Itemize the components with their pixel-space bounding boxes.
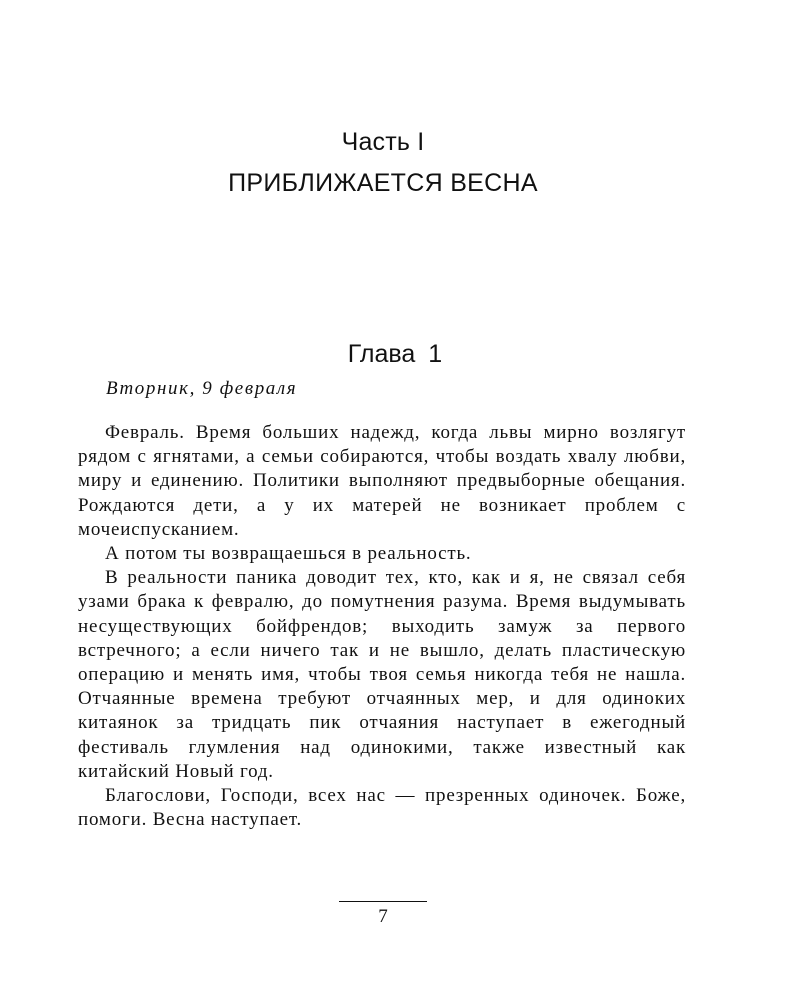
page-number: 7 bbox=[378, 906, 388, 927]
part-label: Часть I bbox=[341, 128, 425, 156]
part-title: ПРИБЛИЖАЕТСЯ ВЕСНА bbox=[228, 169, 538, 197]
paragraph: Благослови, Господи, всех нас — презренных одиночек. Боже, помоги. Весна наступает. bbox=[78, 785, 686, 831]
chapter-date: Вторник, 9 февраля bbox=[106, 378, 298, 399]
body-text bbox=[78, 421, 686, 832]
paragraph: В реальности паника доводит тех, кто, как и я, не связал себя узами брака к февралю, до помутнения разума. Время выдумывать несуществующих бойфрендов; выходить замуж за первого встречного; а если ничего так и не вышло, делать пластическую операцию и менять имя, чтобы твоя семья никогда тебя не нашла. Отчаянные времена требуют отчаянных мер, и для одиноких китаянок за тридцать пик отчаяния наступает в ежегодный фестиваль глумления над одинокими, также известный как китайский Новый год. bbox=[78, 567, 686, 782]
paragraph: Февраль. Время больших надежд, когда львы мирно возлягут рядом с ягнятами, а семьи собираются, чтобы воздать хвалу любви, миру и единению. Политики выполняют предвыборные обещания. Рождаются дети, а у их матерей не возникает проблем с мочеиспусканием. bbox=[78, 422, 686, 540]
paragraph: А потом ты возвращаешься в реальность. bbox=[105, 543, 472, 565]
chapter-title: Глава 1 bbox=[347, 340, 443, 368]
page-number-rule bbox=[339, 901, 427, 902]
